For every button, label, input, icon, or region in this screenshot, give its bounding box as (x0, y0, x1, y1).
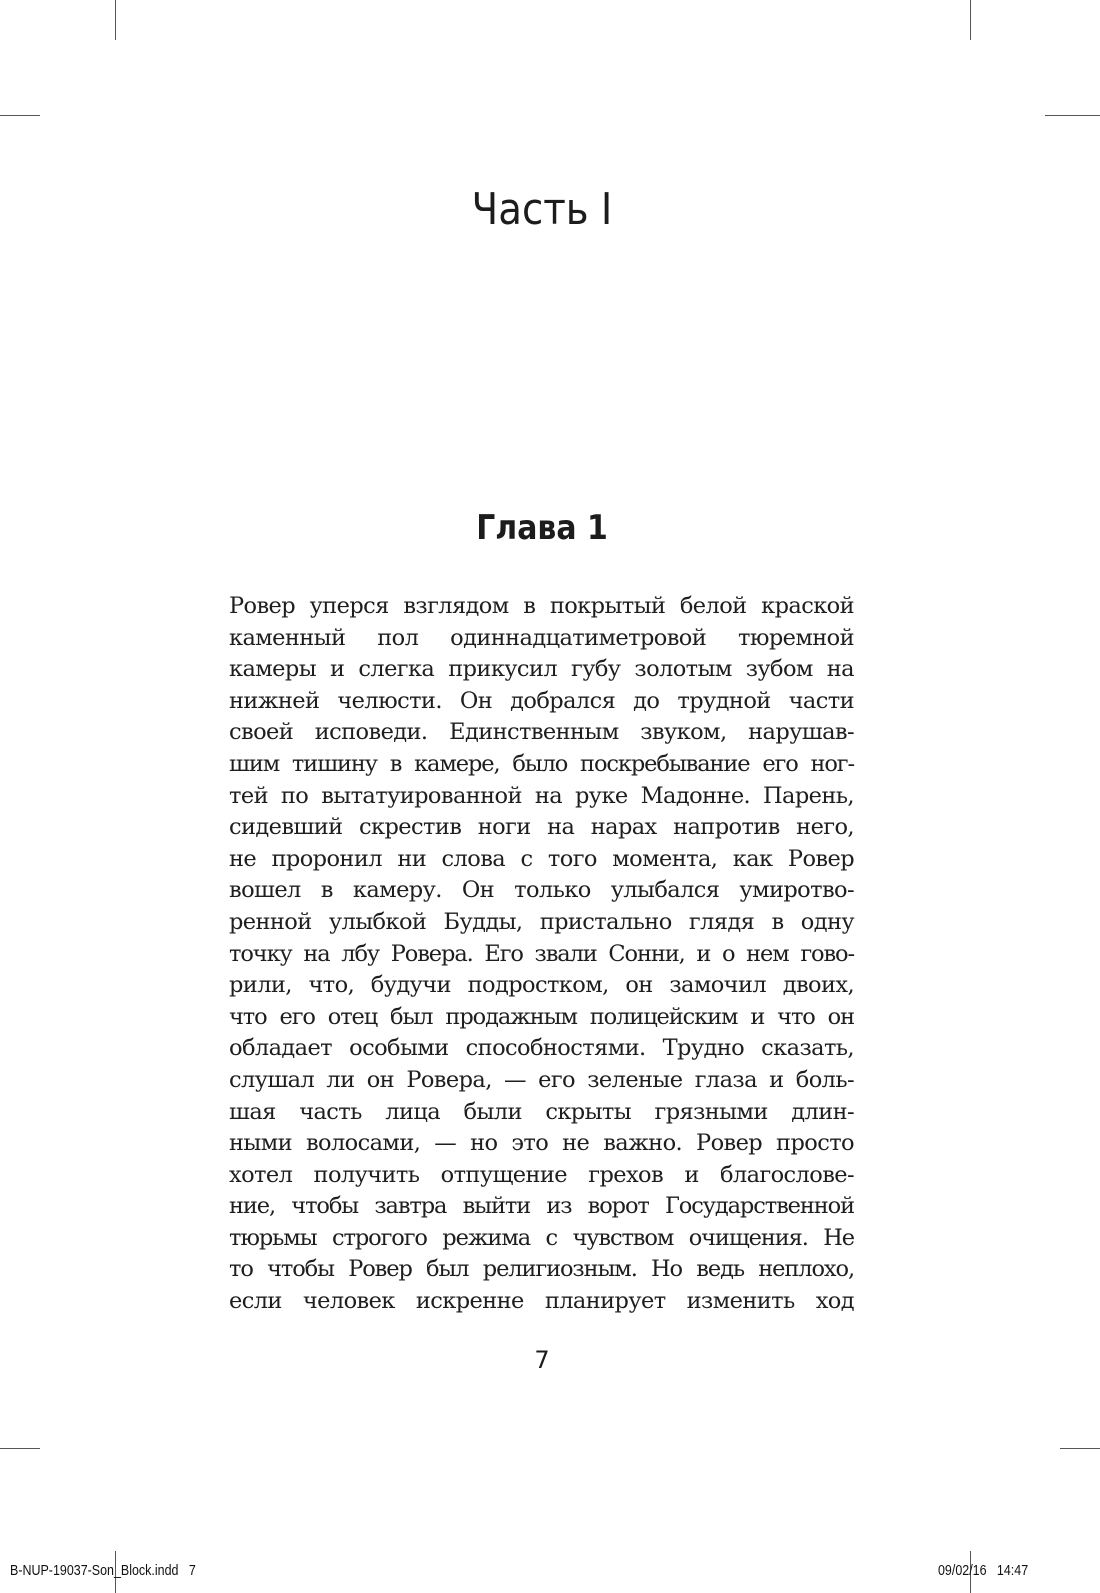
text-line: нижней челюсти. Он добрался до трудной части (229, 687, 854, 714)
crop-mark-top-right-vertical (970, 0, 971, 40)
text-line: тей по вытатуированной на руке Мадонне. Парень, (229, 782, 854, 809)
text-line: хотел получить отпущение грехов и благослове- (229, 1161, 854, 1188)
text-line: шим тишину в камере, было поскребывание его ног- (229, 750, 854, 777)
text-line: то чтобы Ровер был религиозным. Но ведь неплохо, (229, 1256, 854, 1283)
chapter-title: Глава 1 (476, 508, 608, 548)
text-line: Ровер уперся взглядом в покрытый белой краской (229, 593, 854, 619)
text-line: ние, чтобы завтра выйти из ворот Государственной (229, 1193, 854, 1220)
crop-mark-top-left-horizontal (0, 115, 40, 116)
text-line: если человек искренне планирует изменить ход (229, 1288, 854, 1315)
text-line: камеры и слегка прикусил губу золотым зубом на (229, 656, 854, 683)
text-line: слушал ли он Ровера, — его зеленые глаза и боль- (229, 1066, 854, 1093)
text-line: шая часть лица были скрыты грязными длин- (229, 1098, 854, 1125)
text-line: сидевший скрестив ноги на нарах напротив него, (229, 814, 854, 841)
text-line: точку на лбу Ровера. Его звали Сонни, и о нем гово- (229, 940, 854, 967)
crop-mark-bottom-right-horizontal (1060, 1448, 1100, 1449)
text-line: вошел в камеру. Он только улыбался умиротво- (229, 877, 854, 904)
text-line: ными волосами, — но это не важно. Ровер просто (229, 1130, 854, 1157)
text-line: тюрьмы строгого режима с чувством очищения. Не (229, 1224, 854, 1251)
chapter-body-text (229, 591, 854, 1318)
crop-mark-top-right-horizontal (1045, 115, 1100, 116)
slug-file-info: B-NUP-19037-Son_Block.indd 7 (10, 1563, 196, 1579)
text-line: не проронил ни слова с того момента, как Ровер (229, 845, 854, 872)
text-line: ренной улыбкой Будды, пристально глядя в одну (229, 908, 854, 935)
slug-date-time: 09/02/16 14:47 (938, 1563, 1029, 1579)
text-line: обладает особыми способностями. Трудно сказать, (229, 1035, 854, 1062)
crop-mark-bottom-left-horizontal (0, 1448, 40, 1449)
text-line: что его отец был продажным полицейским и что он (229, 1003, 854, 1030)
page-number: 7 (534, 1346, 550, 1374)
text-line: рили, что, будучи подростком, он замочил двоих, (229, 972, 854, 999)
crop-mark-top-left-vertical (115, 0, 116, 40)
part-title: Часть I (471, 184, 613, 235)
text-line: каменный пол одиннадцатиметровой тюремной (229, 624, 854, 651)
text-line: своей исповеди. Единственным звуком, нарушав- (229, 719, 854, 746)
